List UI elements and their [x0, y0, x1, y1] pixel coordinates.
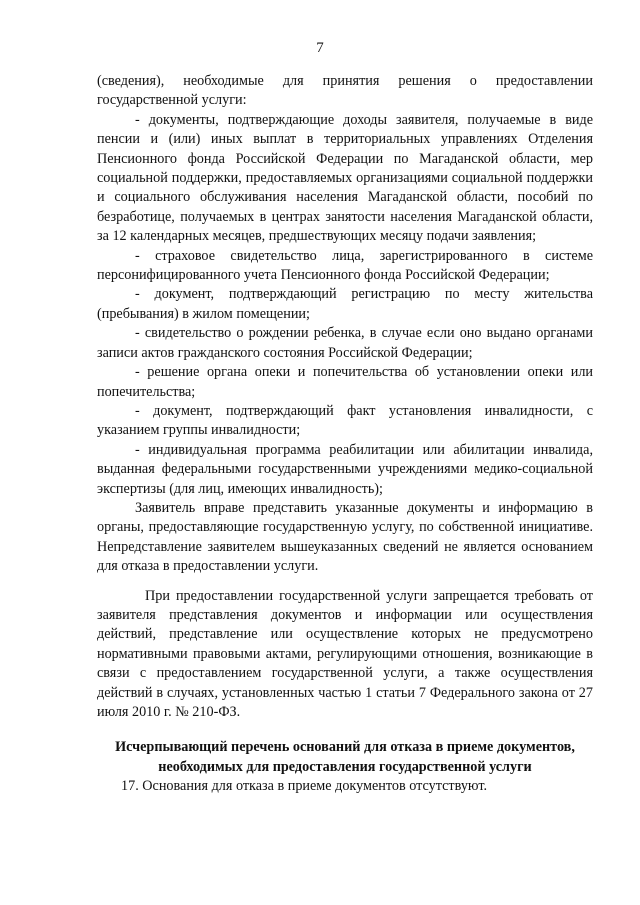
list-item-rehabilitation-program: - индивидуальная программа реабилитации или абилитации инвалида, выданная федеральными государственными учреждениями медико-социальной экспертизы (для лиц, имеющих инвалидность);: [97, 441, 593, 497]
paragraph-applicant-right: Заявитель вправе представить указанные документы и информацию в органы, предоставляющие государственную услугу, по собственной инициативе. Непредставление заявителем вышеуказанных сведений не является основанием для отказа в предоставлении услуги.: [97, 499, 593, 575]
paragraph-intro: (сведения), необходимые для принятия решения о предоставлении государственной услуги:: [97, 73, 593, 109]
paragraph-prohibition: При предоставлении государственной услуги запрещается требовать от заявителя представления документов и информации или осуществления действий, представление или осуществление которых не предусмотрено нормативными правовыми актами, регулирующими отношения, возникающие в связи с предоставлением государственной услуги, а также осуществления действий в случаях, установленных частью 1 статьи 7 Федерального закона от 27 июля 2010 г. № 210-ФЗ.: [97, 587, 593, 720]
section-heading-line2: необходимых для предоставления государственной услуги: [158, 758, 532, 775]
page-number: 7: [316, 40, 324, 56]
section-heading: [97, 738, 593, 777]
section-heading-line1: Исчерпывающий перечень оснований для отказа в приеме документов,: [115, 739, 575, 756]
list-item-registration-document: - документ, подтверждающий регистрацию по месту жительства (пребывания) в жилом помещении;: [97, 286, 593, 322]
document-body: [97, 72, 593, 797]
item-17: 17. Основания для отказа в приеме документов отсутствуют.: [121, 778, 488, 795]
list-item-income-documents: - документы, подтверждающие доходы заявителя, получаемые в виде пенсии и (или) иных выплат в территориальных управлениях Отделения Пенсионного фонда Российской Федерации по Магаданской области, мер социальной поддержки, предоставляемых организациями социальной поддержки и социального обслуживания населения Магаданской области, пособий по безработице, получаемых в центрах занятости населения Магаданской области, за 12 календарных месяцев, предшествующих месяцу подачи заявления;: [97, 111, 593, 245]
list-item-insurance-certificate: - страховое свидетельство лица, зарегистрированного в системе персонифицированного учета Пенсионного фонда Российской Федерации;: [97, 247, 593, 284]
list-item-birth-certificate: - свидетельство о рождении ребенка, в случае если оно выдано органами записи актов гражданского состояния Российской Федерации;: [97, 325, 593, 361]
list-item-guardianship-decision: - решение органа опеки и попечительства об установлении опеки или попечительства;: [97, 364, 593, 400]
list-item-disability-document: - документ, подтверждающий факт установления инвалидности, с указанием группы инвалидности;: [97, 402, 593, 439]
